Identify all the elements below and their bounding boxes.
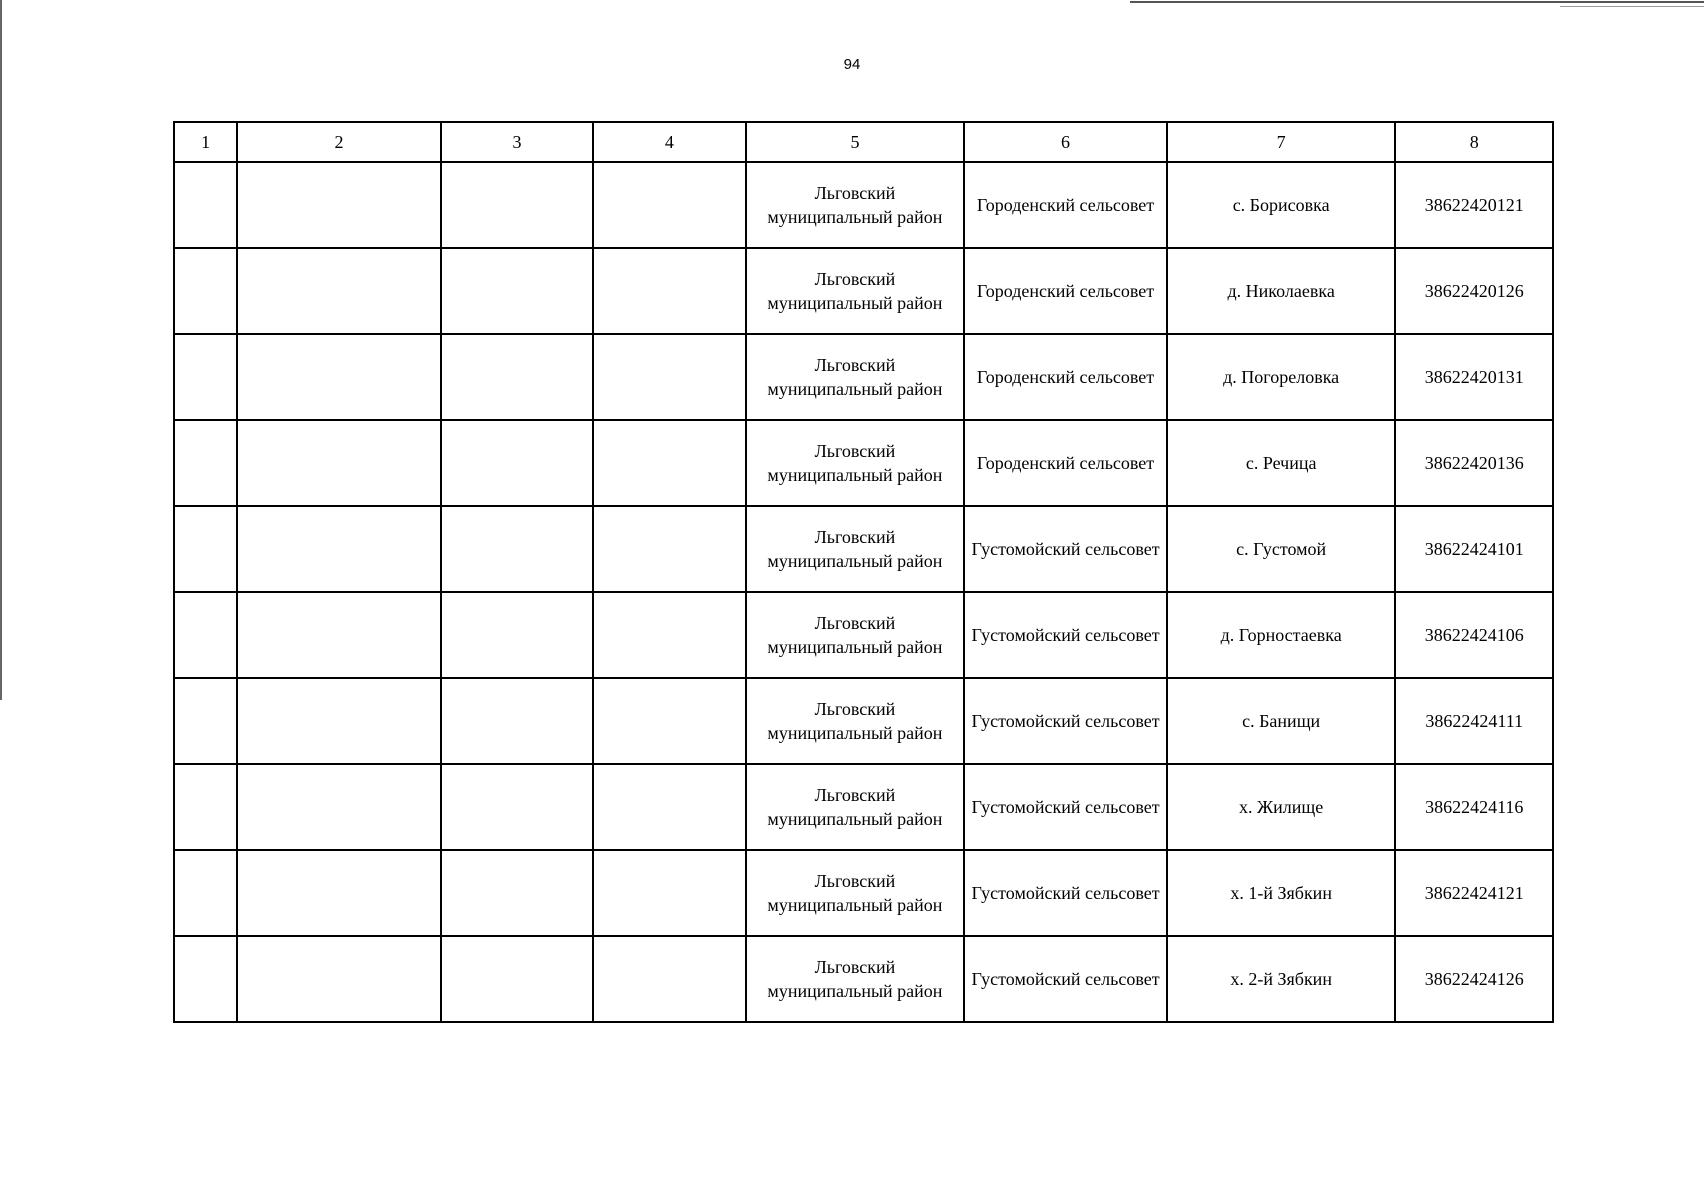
district-cell: Льговский муниципальный район bbox=[746, 248, 965, 334]
table-cell bbox=[237, 162, 441, 248]
code-cell: 38622420136 bbox=[1395, 420, 1553, 506]
column-header: 3 bbox=[441, 122, 593, 162]
table-cell bbox=[237, 420, 441, 506]
table-row bbox=[174, 936, 1553, 1022]
code-cell: 38622424101 bbox=[1395, 506, 1553, 592]
table-cell bbox=[593, 678, 745, 764]
code-cell: 38622424111 bbox=[1395, 678, 1553, 764]
council-cell: Густомойский сельсовет bbox=[964, 936, 1167, 1022]
table-cell bbox=[441, 420, 593, 506]
column-header: 8 bbox=[1395, 122, 1553, 162]
code-cell: 38622424106 bbox=[1395, 592, 1553, 678]
district-cell: Льговский муниципальный район bbox=[746, 850, 965, 936]
district-cell: Льговский муниципальный район bbox=[746, 162, 965, 248]
settlement-cell: д. Николаевка bbox=[1167, 248, 1396, 334]
table-cell bbox=[441, 162, 593, 248]
table-cell bbox=[237, 764, 441, 850]
column-header: 7 bbox=[1167, 122, 1396, 162]
code-cell: 38622420121 bbox=[1395, 162, 1553, 248]
table-cell bbox=[237, 334, 441, 420]
settlement-cell: с. Речица bbox=[1167, 420, 1396, 506]
table-cell bbox=[174, 936, 237, 1022]
table-header-row bbox=[174, 122, 1553, 162]
table-cell bbox=[441, 592, 593, 678]
table-cell bbox=[174, 764, 237, 850]
column-header: 5 bbox=[746, 122, 965, 162]
table-cell bbox=[593, 420, 745, 506]
table-cell bbox=[174, 506, 237, 592]
table-cell bbox=[593, 506, 745, 592]
council-cell: Густомойский сельсовет bbox=[964, 678, 1167, 764]
code-cell: 38622420126 bbox=[1395, 248, 1553, 334]
table-cell bbox=[441, 764, 593, 850]
settlement-cell: х. 2-й Зябкин bbox=[1167, 936, 1396, 1022]
table-row bbox=[174, 764, 1553, 850]
table-cell bbox=[593, 592, 745, 678]
table-row bbox=[174, 678, 1553, 764]
column-header: 1 bbox=[174, 122, 237, 162]
page-number: 94 bbox=[843, 56, 861, 73]
table-row bbox=[174, 850, 1553, 936]
settlement-cell: с. Борисовка bbox=[1167, 162, 1396, 248]
table-cell bbox=[174, 678, 237, 764]
settlement-cell: х. Жилище bbox=[1167, 764, 1396, 850]
table-cell bbox=[441, 936, 593, 1022]
council-cell: Городенский сельсовет bbox=[964, 248, 1167, 334]
code-cell: 38622420131 bbox=[1395, 334, 1553, 420]
table-cell bbox=[237, 248, 441, 334]
settlement-cell: х. 1-й Зябкин bbox=[1167, 850, 1396, 936]
council-cell: Городенский сельсовет bbox=[964, 334, 1167, 420]
council-cell: Густомойский сельсовет bbox=[964, 764, 1167, 850]
table-cell bbox=[593, 764, 745, 850]
table-cell bbox=[174, 162, 237, 248]
table-cell bbox=[593, 850, 745, 936]
table-cell bbox=[593, 936, 745, 1022]
district-cell: Льговский муниципальный район bbox=[746, 936, 965, 1022]
council-cell: Городенский сельсовет bbox=[964, 420, 1167, 506]
table-cell bbox=[593, 248, 745, 334]
district-cell: Льговский муниципальный район bbox=[746, 764, 965, 850]
council-cell: Густомойский сельсовет bbox=[964, 592, 1167, 678]
scan-edge-top bbox=[1130, 1, 1704, 3]
scan-edge-left bbox=[0, 0, 2, 700]
table-row bbox=[174, 162, 1553, 248]
settlement-cell: д. Погореловка bbox=[1167, 334, 1396, 420]
column-header: 2 bbox=[237, 122, 441, 162]
table-row bbox=[174, 334, 1553, 420]
column-header: 6 bbox=[964, 122, 1167, 162]
table-cell bbox=[237, 678, 441, 764]
settlement-cell: с. Банищи bbox=[1167, 678, 1396, 764]
table-cell bbox=[441, 506, 593, 592]
district-cell: Льговский муниципальный район bbox=[746, 592, 965, 678]
table-cell bbox=[174, 592, 237, 678]
table-cell bbox=[441, 334, 593, 420]
table-cell bbox=[174, 420, 237, 506]
table-cell bbox=[237, 592, 441, 678]
settlement-cell: д. Горностаевка bbox=[1167, 592, 1396, 678]
table-row bbox=[174, 592, 1553, 678]
code-cell: 38622424121 bbox=[1395, 850, 1553, 936]
table-cell bbox=[593, 334, 745, 420]
district-cell: Льговский муниципальный район bbox=[746, 506, 965, 592]
table-row bbox=[174, 420, 1553, 506]
table-cell bbox=[441, 678, 593, 764]
table-row bbox=[174, 506, 1553, 592]
table-cell bbox=[174, 248, 237, 334]
table-cell bbox=[237, 850, 441, 936]
council-cell: Густомойский сельсовет bbox=[964, 850, 1167, 936]
district-cell: Льговский муниципальный район bbox=[746, 334, 965, 420]
table-cell bbox=[237, 506, 441, 592]
table-cell bbox=[237, 936, 441, 1022]
council-cell: Городенский сельсовет bbox=[964, 162, 1167, 248]
table-cell bbox=[441, 850, 593, 936]
settlement-cell: с. Густомой bbox=[1167, 506, 1396, 592]
table-row bbox=[174, 248, 1553, 334]
district-cell: Льговский муниципальный район bbox=[746, 420, 965, 506]
table-cell bbox=[174, 334, 237, 420]
code-cell: 38622424126 bbox=[1395, 936, 1553, 1022]
table-cell bbox=[441, 248, 593, 334]
scan-edge-top-secondary bbox=[1560, 6, 1704, 7]
table-cell bbox=[593, 162, 745, 248]
code-cell: 38622424116 bbox=[1395, 764, 1553, 850]
district-cell: Льговский муниципальный район bbox=[746, 678, 965, 764]
table-cell bbox=[174, 850, 237, 936]
council-cell: Густомойский сельсовет bbox=[964, 506, 1167, 592]
settlements-table bbox=[173, 121, 1554, 1023]
column-header: 4 bbox=[593, 122, 745, 162]
